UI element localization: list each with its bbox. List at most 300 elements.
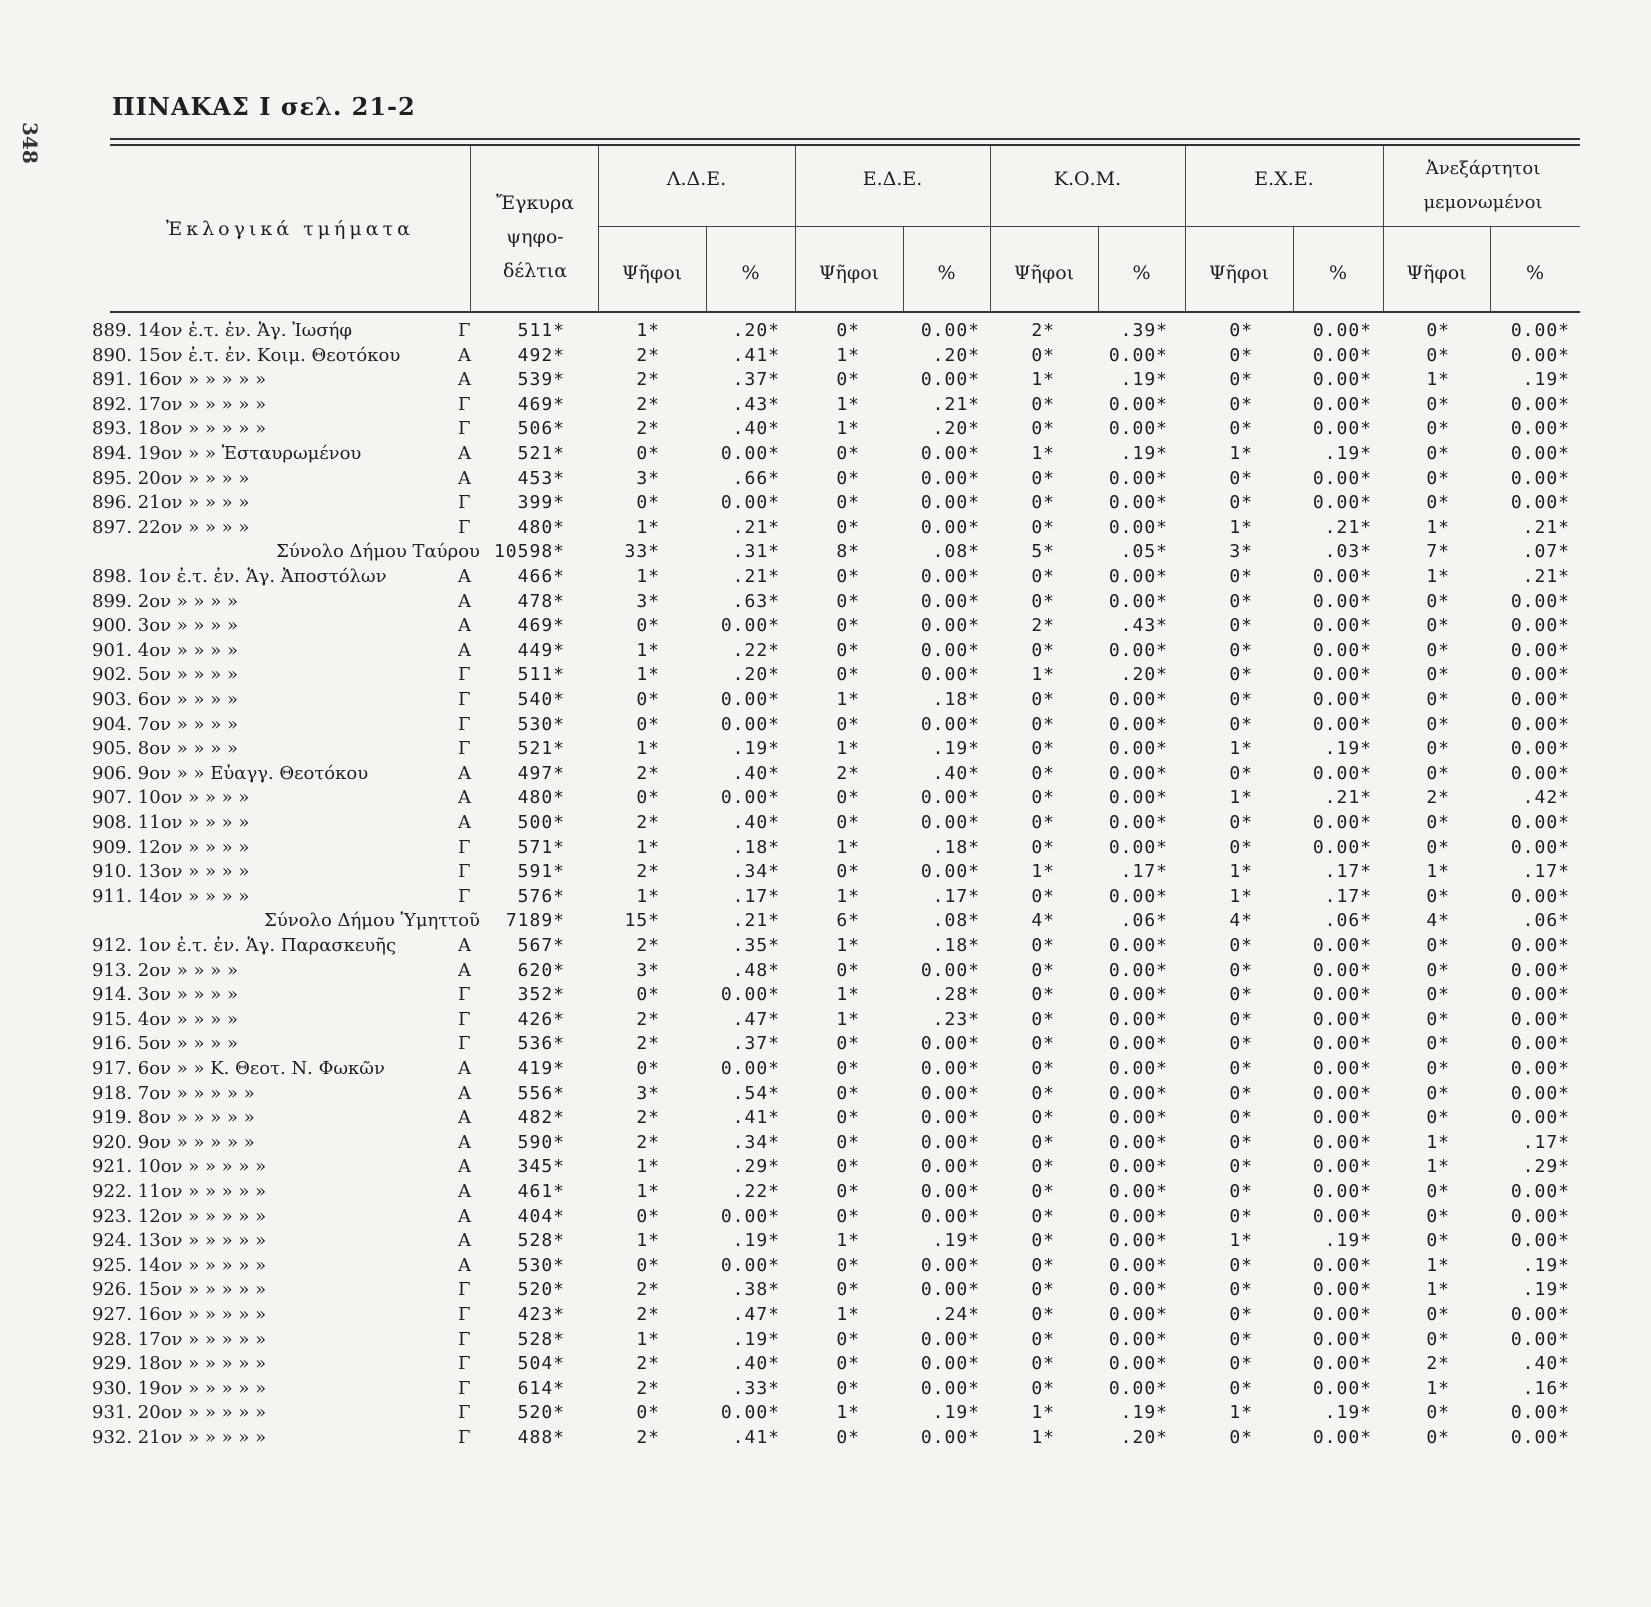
exe-votes-cell: 0* xyxy=(1229,1279,1253,1301)
ede-pct-cell: 0.00* xyxy=(920,1033,980,1055)
district-code: Γ xyxy=(458,1353,471,1375)
district-code: Γ xyxy=(458,1033,471,1055)
lde-pct-cell: .20* xyxy=(732,664,780,686)
exe-pct-cell: 0.00* xyxy=(1312,713,1372,735)
kom-votes-cell: 0* xyxy=(1031,762,1055,784)
lde-votes-cell: 1* xyxy=(636,516,660,538)
exe-votes-cell: 0* xyxy=(1229,590,1253,612)
district-code: Α xyxy=(458,639,471,661)
ind-votes-cell: 0* xyxy=(1426,1033,1450,1055)
header-votes: Ψῆφοι xyxy=(1208,262,1270,284)
exe-pct-cell: 0.00* xyxy=(1312,984,1372,1006)
lde-pct-cell: .22* xyxy=(732,1181,780,1202)
lde-votes-cell: 2* xyxy=(636,935,660,956)
exe-votes-cell: 3* xyxy=(1229,541,1253,563)
kom-votes-cell: 0* xyxy=(1031,344,1055,366)
ede-votes-cell: 0* xyxy=(836,320,860,341)
table-row xyxy=(0,441,1651,466)
ede-votes-cell: 1* xyxy=(836,885,860,907)
kom-votes-cell: 5* xyxy=(1031,541,1055,563)
ind-votes-cell: 1* xyxy=(1426,1377,1450,1399)
section-label: 897. 22ον » » » » xyxy=(92,516,250,538)
valid-ballots-cell: 590* xyxy=(517,1131,565,1153)
ind-votes-cell: 0* xyxy=(1426,762,1450,784)
ede-pct-cell: 0.00* xyxy=(920,1107,980,1129)
ede-pct-cell: 0.00* xyxy=(920,639,980,661)
ind-votes-cell: 0* xyxy=(1426,713,1450,735)
exe-votes-cell: 0* xyxy=(1229,689,1253,710)
kom-pct-cell: 0.00* xyxy=(1108,1033,1168,1055)
ind-pct-cell: 0.00* xyxy=(1510,418,1570,440)
valid-ballots-cell: 488* xyxy=(517,1427,565,1448)
ind-pct-cell: .07* xyxy=(1522,541,1570,563)
table-row xyxy=(0,687,1651,712)
exe-votes-cell: 0* xyxy=(1229,664,1253,686)
ind-votes-cell: 4* xyxy=(1426,910,1450,932)
ind-votes-cell: 1* xyxy=(1426,861,1450,883)
ede-votes-cell: 0* xyxy=(836,664,860,686)
exe-pct-cell: .17* xyxy=(1324,885,1372,907)
kom-votes-cell: 1* xyxy=(1031,369,1055,391)
lde-votes-cell: 1* xyxy=(636,664,660,686)
ind-votes-cell: 0* xyxy=(1426,885,1450,907)
valid-ballots-cell: 576* xyxy=(517,885,565,907)
ede-pct-cell: 0.00* xyxy=(920,566,980,587)
header-pct: % xyxy=(1328,262,1348,284)
district-code: Α xyxy=(458,590,471,612)
lde-votes-cell: 0* xyxy=(636,1205,660,1227)
ede-votes-cell: 0* xyxy=(836,1033,860,1055)
ede-votes-cell: 0* xyxy=(836,615,860,637)
ind-votes-cell: 0* xyxy=(1426,639,1450,661)
exe-votes-cell: 0* xyxy=(1229,1328,1253,1350)
kom-votes-cell: 0* xyxy=(1031,1008,1055,1030)
district-code: Γ xyxy=(458,738,471,760)
lde-pct-cell: .43* xyxy=(732,393,780,415)
ind-votes-cell: 0* xyxy=(1426,1181,1450,1202)
ede-votes-cell: 1* xyxy=(836,393,860,415)
exe-votes-cell: 0* xyxy=(1229,1058,1253,1079)
ede-votes-cell: 0* xyxy=(836,590,860,612)
kom-votes-cell: 0* xyxy=(1031,1230,1055,1252)
ede-pct-cell: 0.00* xyxy=(920,443,980,464)
ind-pct-cell: 0.00* xyxy=(1510,393,1570,415)
district-code: Α xyxy=(458,467,471,489)
header-party-exe: Ε.Χ.Ε. xyxy=(1254,168,1314,190)
exe-pct-cell: 0.00* xyxy=(1312,566,1372,587)
section-label: 906. 9ον » » Εὐαγγ. Θεοτόκου xyxy=(92,762,369,784)
section-label: 929. 18ον » » » » » xyxy=(92,1353,267,1375)
exe-pct-cell: 0.00* xyxy=(1312,1058,1372,1079)
valid-ballots-cell: 539* xyxy=(517,369,565,391)
exe-pct-cell: 0.00* xyxy=(1312,689,1372,710)
exe-votes-cell: 0* xyxy=(1229,467,1253,489)
ede-votes-cell: 0* xyxy=(836,959,860,981)
header-votes: Ψῆφοι xyxy=(1406,262,1467,284)
ind-pct-cell: 0.00* xyxy=(1510,1033,1570,1055)
district-code: Α xyxy=(458,1107,471,1129)
district-code: Α xyxy=(458,935,471,956)
kom-pct-cell: .17* xyxy=(1120,861,1168,883)
kom-votes-cell: 0* xyxy=(1031,566,1055,587)
ede-pct-cell: 0.00* xyxy=(920,1427,980,1448)
ede-votes-cell: 0* xyxy=(836,1107,860,1129)
valid-ballots-cell: 419* xyxy=(517,1058,565,1079)
table-row xyxy=(0,343,1651,368)
valid-ballots-cell: 10598* xyxy=(493,541,565,563)
lde-pct-cell: .31* xyxy=(732,541,780,563)
valid-ballots-cell: 423* xyxy=(517,1304,565,1325)
ede-pct-cell: .19* xyxy=(932,1402,980,1424)
exe-votes-cell: 0* xyxy=(1229,1156,1253,1178)
ind-pct-cell: 0.00* xyxy=(1510,713,1570,735)
section-label: 909. 12ον » » » » xyxy=(92,836,250,858)
district-code: Γ xyxy=(458,1304,471,1325)
ede-pct-cell: 0.00* xyxy=(920,1205,980,1227)
ede-votes-cell: 0* xyxy=(836,861,860,883)
kom-pct-cell: 0.00* xyxy=(1108,812,1168,833)
header-votes: Ψῆφοι xyxy=(621,262,683,284)
ede-votes-cell: 2* xyxy=(836,762,860,784)
section-label: 917. 6ον » » Κ. Θεοτ. Ν. Φωκῶν xyxy=(92,1058,385,1079)
kom-pct-cell: 0.00* xyxy=(1108,689,1168,710)
ind-votes-cell: 1* xyxy=(1426,1279,1450,1301)
kom-pct-cell: .43* xyxy=(1120,615,1168,637)
ind-votes-cell: 0* xyxy=(1426,1304,1450,1325)
lde-votes-cell: 0* xyxy=(636,713,660,735)
section-label: 892. 17ον » » » » » xyxy=(92,393,267,415)
kom-votes-cell: 0* xyxy=(1031,1033,1055,1055)
ind-pct-cell: .42* xyxy=(1522,787,1570,809)
exe-votes-cell: 0* xyxy=(1229,762,1253,784)
exe-pct-cell: .19* xyxy=(1324,738,1372,760)
ede-pct-cell: 0.00* xyxy=(920,861,980,883)
lde-votes-cell: 2* xyxy=(636,1008,660,1030)
total-label: Σύνολο Δήμου Ὑμηττοῦ xyxy=(264,910,480,932)
lde-pct-cell: .47* xyxy=(732,1304,780,1325)
ede-votes-cell: 0* xyxy=(836,492,860,514)
section-label: 927. 16ον » » » » » xyxy=(92,1304,267,1325)
lde-pct-cell: .34* xyxy=(732,1131,780,1153)
ede-pct-cell: 0.00* xyxy=(920,1131,980,1153)
ede-votes-cell: 1* xyxy=(836,935,860,956)
ede-pct-cell: 0.00* xyxy=(920,1328,980,1350)
ind-pct-cell: 0.00* xyxy=(1510,344,1570,366)
kom-pct-cell: 0.00* xyxy=(1108,1230,1168,1252)
exe-pct-cell: 0.00* xyxy=(1312,1353,1372,1375)
table-row xyxy=(0,1376,1651,1401)
table-row xyxy=(0,638,1651,663)
total-row xyxy=(0,539,1651,564)
section-label: 891. 16ον » » » » » xyxy=(92,369,267,391)
ind-pct-cell: 0.00* xyxy=(1510,689,1570,710)
district-code: Α xyxy=(458,959,471,981)
lde-votes-cell: 0* xyxy=(636,443,660,464)
exe-votes-cell: 0* xyxy=(1229,566,1253,587)
header-pct: % xyxy=(1525,262,1545,284)
valid-ballots-cell: 404* xyxy=(517,1205,565,1227)
table-row xyxy=(0,1031,1651,1056)
ind-pct-cell: .16* xyxy=(1522,1377,1570,1399)
lde-votes-cell: 1* xyxy=(636,1156,660,1178)
lde-votes-cell: 2* xyxy=(636,344,660,366)
valid-ballots-cell: 7189* xyxy=(505,910,565,932)
lde-votes-cell: 0* xyxy=(636,689,660,710)
exe-votes-cell: 0* xyxy=(1229,935,1253,956)
lde-votes-cell: 1* xyxy=(636,738,660,760)
ede-pct-cell: 0.00* xyxy=(920,492,980,514)
lde-pct-cell: .19* xyxy=(732,1230,780,1252)
kom-pct-cell: 0.00* xyxy=(1108,1205,1168,1227)
ind-votes-cell: 7* xyxy=(1426,541,1450,563)
kom-votes-cell: 2* xyxy=(1031,320,1055,341)
lde-pct-cell: 0.00* xyxy=(720,1402,780,1424)
kom-votes-cell: 1* xyxy=(1031,1402,1055,1424)
section-label: 915. 4ον » » » » xyxy=(92,1008,238,1030)
exe-pct-cell: 0.00* xyxy=(1312,615,1372,637)
ind-votes-cell: 0* xyxy=(1426,1427,1450,1448)
table-row xyxy=(0,1327,1651,1352)
header-votes: Ψῆφοι xyxy=(818,262,880,284)
table-row xyxy=(0,736,1651,761)
kom-votes-cell: 1* xyxy=(1031,443,1055,464)
ind-pct-cell: .21* xyxy=(1522,566,1570,587)
kom-pct-cell: 0.00* xyxy=(1108,959,1168,981)
lde-pct-cell: 0.00* xyxy=(720,615,780,637)
ede-votes-cell: 0* xyxy=(836,1377,860,1399)
ede-votes-cell: 0* xyxy=(836,516,860,538)
section-label: 926. 15ον » » » » » xyxy=(92,1279,267,1301)
lde-pct-cell: .63* xyxy=(732,590,780,612)
table-title: ΠΙΝΑΚΑΣ Ι σελ. 21-2 xyxy=(112,92,416,121)
ede-votes-cell: 0* xyxy=(836,1427,860,1448)
exe-pct-cell: 0.00* xyxy=(1312,1328,1372,1350)
lde-pct-cell: 0.00* xyxy=(720,492,780,514)
district-code: Α xyxy=(458,1082,471,1104)
lde-pct-cell: 0.00* xyxy=(720,689,780,710)
header-party-lde: Λ.Δ.Ε. xyxy=(666,168,727,190)
ede-votes-cell: 1* xyxy=(836,689,860,710)
ind-votes-cell: 1* xyxy=(1426,1156,1450,1178)
ind-votes-cell: 0* xyxy=(1426,1402,1450,1424)
kom-votes-cell: 1* xyxy=(1031,861,1055,883)
section-label: 913. 2ον » » » » xyxy=(92,959,238,981)
lde-votes-cell: 0* xyxy=(636,1402,660,1424)
lde-votes-cell: 2* xyxy=(636,1427,660,1448)
ind-votes-cell: 1* xyxy=(1426,1254,1450,1276)
ind-pct-cell: 0.00* xyxy=(1510,492,1570,514)
lde-votes-cell: 3* xyxy=(636,1082,660,1104)
exe-pct-cell: 0.00* xyxy=(1312,492,1372,514)
kom-votes-cell: 0* xyxy=(1031,516,1055,538)
table-row xyxy=(0,367,1651,392)
ede-pct-cell: 0.00* xyxy=(920,787,980,809)
valid-ballots-cell: 469* xyxy=(517,393,565,415)
exe-pct-cell: 0.00* xyxy=(1312,1205,1372,1227)
kom-votes-cell: 0* xyxy=(1031,639,1055,661)
lde-votes-cell: 33* xyxy=(624,541,660,563)
table-row xyxy=(0,712,1651,737)
lde-pct-cell: .21* xyxy=(732,566,780,587)
ede-votes-cell: 1* xyxy=(836,344,860,366)
exe-votes-cell: 1* xyxy=(1229,787,1253,809)
ede-pct-cell: 0.00* xyxy=(920,467,980,489)
district-code: Α xyxy=(458,787,471,809)
table-row xyxy=(0,1351,1651,1376)
table-row xyxy=(0,761,1651,786)
ede-votes-cell: 0* xyxy=(836,1353,860,1375)
kom-pct-cell: 0.00* xyxy=(1108,787,1168,809)
ede-votes-cell: 0* xyxy=(836,787,860,809)
valid-ballots-cell: 591* xyxy=(517,861,565,883)
kom-pct-cell: 0.00* xyxy=(1108,713,1168,735)
exe-votes-cell: 0* xyxy=(1229,812,1253,833)
ind-pct-cell: 0.00* xyxy=(1510,762,1570,784)
exe-pct-cell: .21* xyxy=(1324,787,1372,809)
exe-votes-cell: 0* xyxy=(1229,615,1253,637)
section-label: 903. 6ον » » » » xyxy=(92,689,238,710)
exe-votes-cell: 1* xyxy=(1229,738,1253,760)
kom-pct-cell: 0.00* xyxy=(1108,836,1168,858)
ind-pct-cell: 0.00* xyxy=(1510,1058,1570,1079)
ind-pct-cell: 0.00* xyxy=(1510,812,1570,833)
header-pct: % xyxy=(1132,262,1151,284)
total-row xyxy=(0,908,1651,933)
exe-votes-cell: 0* xyxy=(1229,1033,1253,1055)
header-pct: % xyxy=(741,262,760,284)
lde-votes-cell: 0* xyxy=(636,492,660,514)
exe-votes-cell: 1* xyxy=(1229,516,1253,538)
lde-votes-cell: 1* xyxy=(636,885,660,907)
district-code: Α xyxy=(458,369,471,391)
ind-pct-cell: .19* xyxy=(1522,1254,1570,1276)
ind-votes-cell: 0* xyxy=(1426,320,1450,341)
exe-votes-cell: 0* xyxy=(1229,1254,1253,1276)
exe-pct-cell: 0.00* xyxy=(1312,1033,1372,1055)
table-row xyxy=(0,1228,1651,1253)
ede-pct-cell: .23* xyxy=(932,1008,980,1030)
ind-pct-cell: 0.00* xyxy=(1510,738,1570,760)
ede-votes-cell: 0* xyxy=(836,812,860,833)
valid-ballots-cell: 492* xyxy=(517,344,565,366)
ede-votes-cell: 1* xyxy=(836,1304,860,1325)
kom-pct-cell: 0.00* xyxy=(1108,1254,1168,1276)
lde-pct-cell: 0.00* xyxy=(720,1254,780,1276)
header-votes: Ψῆφοι xyxy=(1013,262,1075,284)
table-row xyxy=(0,810,1651,835)
section-label: 904. 7ον » » » » xyxy=(92,713,238,735)
district-code: Γ xyxy=(458,885,471,907)
exe-votes-cell: 0* xyxy=(1229,1205,1253,1227)
table-row xyxy=(0,466,1651,491)
ede-pct-cell: 0.00* xyxy=(920,1082,980,1104)
table-row xyxy=(0,1007,1651,1032)
kom-pct-cell: 0.00* xyxy=(1108,590,1168,612)
kom-pct-cell: 0.00* xyxy=(1108,467,1168,489)
kom-pct-cell: .06* xyxy=(1120,910,1168,932)
ede-votes-cell: 0* xyxy=(836,1082,860,1104)
ede-pct-cell: .18* xyxy=(932,935,980,956)
valid-ballots-cell: 497* xyxy=(517,762,565,784)
exe-pct-cell: .06* xyxy=(1324,910,1372,932)
lde-pct-cell: .47* xyxy=(732,1008,780,1030)
ede-pct-cell: .17* xyxy=(932,885,980,907)
ind-votes-cell: 0* xyxy=(1426,492,1450,514)
ede-pct-cell: 0.00* xyxy=(920,590,980,612)
district-code: Α xyxy=(458,812,471,833)
lde-votes-cell: 3* xyxy=(636,590,660,612)
ind-votes-cell: 2* xyxy=(1426,787,1450,809)
lde-votes-cell: 2* xyxy=(636,418,660,440)
district-code: Γ xyxy=(458,1377,471,1399)
kom-pct-cell: 0.00* xyxy=(1108,393,1168,415)
exe-pct-cell: 0.00* xyxy=(1312,1131,1372,1153)
kom-votes-cell: 0* xyxy=(1031,836,1055,858)
section-label: 925. 14ον » » » » » xyxy=(92,1254,267,1276)
section-label: 922. 11ον » » » » » xyxy=(92,1181,267,1202)
ede-pct-cell: 0.00* xyxy=(920,1254,980,1276)
kom-votes-cell: 0* xyxy=(1031,1058,1055,1079)
ede-votes-cell: 0* xyxy=(836,1058,860,1079)
exe-pct-cell: .19* xyxy=(1324,1230,1372,1252)
kom-votes-cell: 0* xyxy=(1031,959,1055,981)
district-code: Γ xyxy=(458,1279,471,1301)
ind-pct-cell: 0.00* xyxy=(1510,1328,1570,1350)
exe-votes-cell: 4* xyxy=(1229,910,1253,932)
header-bottom-rule xyxy=(110,311,1580,313)
ede-votes-cell: 1* xyxy=(836,836,860,858)
kom-votes-cell: 0* xyxy=(1031,1156,1055,1178)
district-code: Γ xyxy=(458,689,471,710)
kom-votes-cell: 0* xyxy=(1031,418,1055,440)
kom-votes-cell: 0* xyxy=(1031,1254,1055,1276)
ind-pct-cell: 0.00* xyxy=(1510,467,1570,489)
lde-votes-cell: 2* xyxy=(636,1279,660,1301)
lde-votes-cell: 2* xyxy=(636,812,660,833)
kom-votes-cell: 0* xyxy=(1031,1205,1055,1227)
district-code: Γ xyxy=(458,1328,471,1350)
kom-pct-cell: .20* xyxy=(1120,664,1168,686)
valid-ballots-cell: 528* xyxy=(517,1328,565,1350)
ede-votes-cell: 0* xyxy=(836,1131,860,1153)
ede-pct-cell: 0.00* xyxy=(920,664,980,686)
district-code: Γ xyxy=(458,664,471,686)
lde-pct-cell: .40* xyxy=(732,1353,780,1375)
kom-pct-cell: .05* xyxy=(1120,541,1168,563)
table-row xyxy=(0,835,1651,860)
district-code: Γ xyxy=(458,320,471,341)
exe-pct-cell: 0.00* xyxy=(1312,467,1372,489)
ind-pct-cell: 0.00* xyxy=(1510,664,1570,686)
section-label: 899. 2ον » » » » xyxy=(92,590,238,612)
valid-ballots-cell: 521* xyxy=(517,738,565,760)
valid-ballots-cell: 449* xyxy=(517,639,565,661)
valid-ballots-cell: 540* xyxy=(517,689,565,710)
exe-votes-cell: 0* xyxy=(1229,1181,1253,1202)
kom-votes-cell: 0* xyxy=(1031,492,1055,514)
ind-votes-cell: 0* xyxy=(1426,393,1450,415)
kom-votes-cell: 0* xyxy=(1031,590,1055,612)
kom-pct-cell: 0.00* xyxy=(1108,1377,1168,1399)
ind-votes-cell: 0* xyxy=(1426,836,1450,858)
exe-pct-cell: 0.00* xyxy=(1312,344,1372,366)
ind-pct-cell: .19* xyxy=(1522,369,1570,391)
ind-votes-cell: 0* xyxy=(1426,1328,1450,1350)
kom-pct-cell: 0.00* xyxy=(1108,1353,1168,1375)
exe-votes-cell: 0* xyxy=(1229,713,1253,735)
ind-votes-cell: 0* xyxy=(1426,1230,1450,1252)
ind-votes-cell: 0* xyxy=(1426,1058,1450,1079)
